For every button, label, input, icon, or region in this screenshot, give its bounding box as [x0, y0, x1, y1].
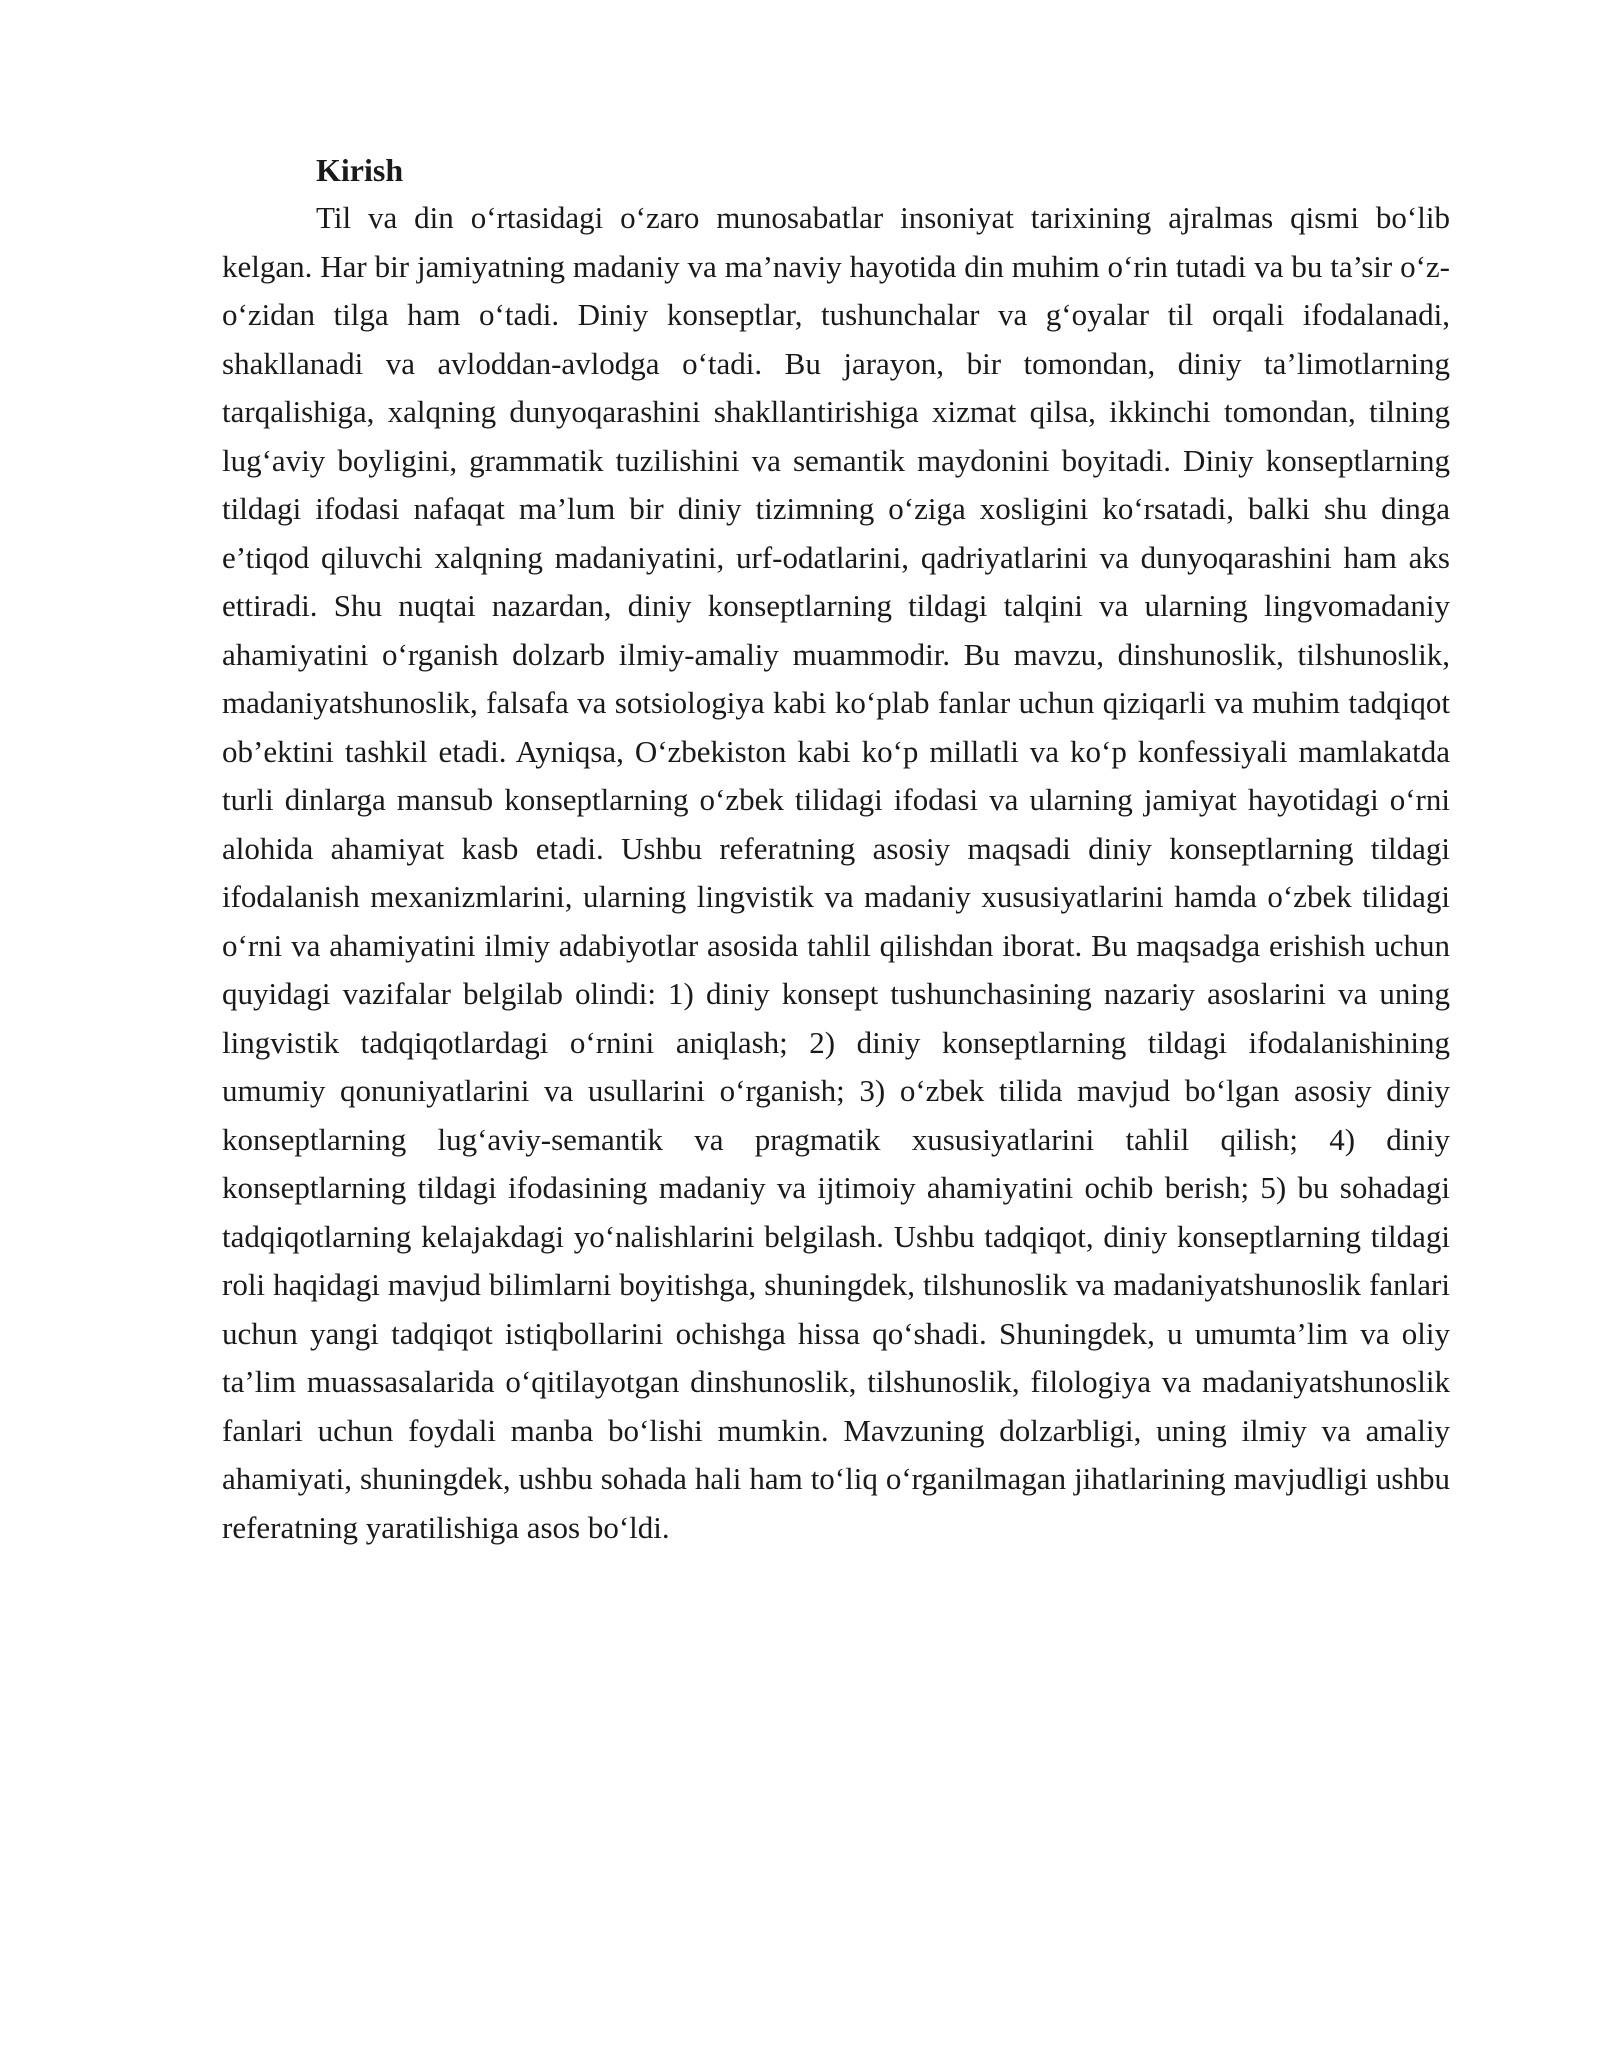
- section-heading: Kirish: [316, 152, 404, 188]
- body-paragraph: Til va din o‘rtasidagi o‘zaro munosabatlar insoniyat tarixining ajralmas qismi bo‘lib kelgan. Har bir jamiyatning madaniy va ma’naviy hayotida din muhim o‘rin tutadi va bu ta’sir o‘z-o‘zidan tilga ham o‘tadi. Diniy konseptlar, tushunchalar va g‘oyalar til orqali ifodalanadi, shakllanadi va avloddan-avlodga o‘tadi. Bu jarayon, bir tomondan, diniy ta’limotlarning tarqalishiga, xalqning dunyoqarashini shakllantirishiga xizmat qilsa, ikkinchi tomondan, tilning lug‘aviy boyligini, grammatik tuzilishini va semantik maydonini boyitadi. Diniy konseptlarning tildagi ifodasi nafaqat ma’lum bir diniy tizimning o‘ziga xosligini ko‘rsatadi, balki shu dinga e’tiqod qiluvchi xalqning madaniyatini, urf-odatlarini, qadriyatlarini va dunyoqarashini ham aks ettiradi. Shu nuqtai nazardan, diniy konseptlarning tildagi talqini va ularning lingvomadaniy ahamiyatini o‘rganish dolzarb ilmiy-amaliy muammodir. Bu mavzu, dinshunoslik, tilshunoslik, madaniyatshunoslik, falsafa va sotsiologiya kabi ko‘plab fanlar uchun qiziqarli va muhim tadqiqot ob’ektini tashkil etadi. Ayniqsa, O‘zbekiston kabi ko‘p millatli va ko‘p konfessiyali mamlakatda turli dinlarga mansub konseptlarning o‘zbek tilidagi ifodasi va ularning jamiyat hayotidagi o‘rni alohida ahamiyat kasb etadi. Ushbu referatning asosiy maqsadi diniy konseptlarning tildagi ifodalanish mexanizmlarini, ularning lingvistik va madaniy xususiyatlarini hamda o‘zbek tilidagi o‘rni va ahamiyatini ilmiy adabiyotlar asosida tahlil qilishdan iborat. Bu maqsadga erishish uchun quyidagi vazifalar belgilab olindi: 1) diniy konsept tushunchasining nazariy asoslarini va uning lingvistik tadqiqotlardagi o‘rnini aniqlash; 2) diniy konseptlarning tildagi ifodalanishining umumiy qonuniyatlarini va usullarini o‘rganish; 3) o‘zbek tilida mavjud bo‘lgan asosiy diniy konseptlarning lug‘aviy-semantik va pragmatik xususiyatlarini tahlil qilish; 4) diniy konseptlarning tildagi ifodasining madaniy va ijtimoiy ahamiyatini ochib berish; 5) bu sohadagi tadqiqotlarning kelajakdagi yo‘nalishlarini belgilash. Ushbu tadqiqot, diniy konseptlarning tildagi roli haqidagi mavjud bilimlarni boyitishga, shuningdek, tilshunoslik va madaniyatshunoslik fanlari uchun yangi tadqiqot istiqbollarini ochishga hissa qo‘shadi. Shuningdek, u umumta’lim va oliy ta’lim muassasalarida o‘qitilayotgan dinshunoslik, tilshunoslik, filologiya va madaniyatshunoslik fanlari uchun foydali manba bo‘lishi mumkin. Mavzuning dolzarbligi, uning ilmiy va amaliy ahamiyati, shuningdek, ushbu sohada hali ham to‘liq o‘rganilmagan jihatlarining mavjudligi ushbu referatning yaratilishiga asos bo‘ldi.: [222, 200, 1450, 1545]
- document-content: [222, 146, 1450, 1552]
